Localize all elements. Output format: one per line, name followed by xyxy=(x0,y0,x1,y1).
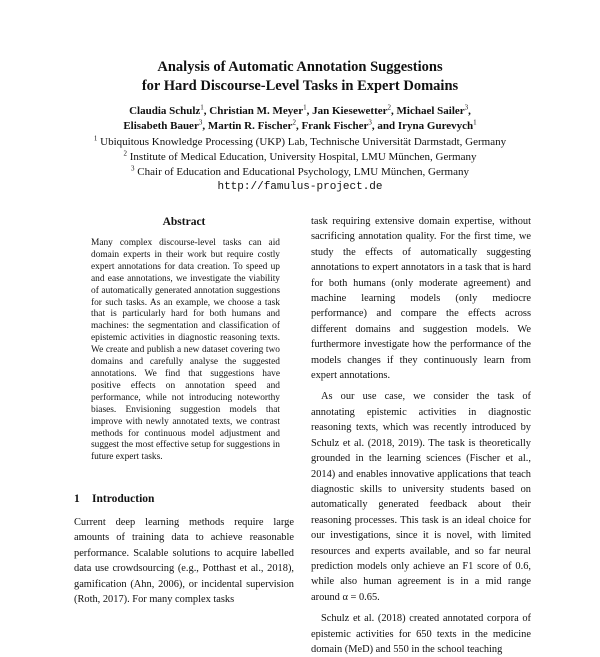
project-url[interactable]: http://famulus-project.de xyxy=(217,181,383,193)
affiliation-text: Institute of Medical Education, University Hospital, LMU München, Germany xyxy=(129,151,477,163)
author-name: Jan Kiesewetter xyxy=(312,105,388,117)
author-affil-mark: 3 xyxy=(198,118,203,127)
abstract-heading: Abstract xyxy=(162,216,206,228)
author-affil-mark: 1 xyxy=(473,118,477,127)
author-affil-mark: 1 xyxy=(200,103,204,112)
affiliation-text: Ubiquitous Knowledge Processing (UKP) Lab, Technische Universität Darmstadt, Germany xyxy=(100,136,507,148)
title-line-2: for Hard Discourse-Level Tasks in Expert Domains xyxy=(141,78,459,94)
author-affil-mark: 3 xyxy=(464,103,469,112)
author-affil-mark: 1 xyxy=(303,103,307,112)
intro-paragraph: Current deep learning methods require large amounts of training data to achieve reasonable performance. Scalable solutions to acquire labelled data use crowdsourcing (e.g., Potthast et al., 2018), gamification (Ahn, 2006), or incidental supervision (Roth, 2017). For many complex tasks xyxy=(74,517,294,606)
intro-left-column xyxy=(74,515,294,607)
author-name: Iryna Gurevych xyxy=(397,120,474,132)
affiliation-mark: 1 xyxy=(93,134,98,143)
right-column xyxy=(311,214,531,657)
affiliation-text: Chair of Education and Educational Psychology, LMU München, Germany xyxy=(137,166,469,178)
author-name: Frank Fischer xyxy=(301,120,369,132)
abstract-body xyxy=(91,238,280,464)
author-affil-mark: 2 xyxy=(292,118,296,127)
author-name: Claudia Schulz xyxy=(129,105,201,117)
authors-line-1: Claudia Schulz$^1$, Christian M. Meyer$^1$, Jan Kiesewetter$^2$, Michael Sailer$^3$, xyxy=(129,103,471,117)
right-paragraph-3: Schulz et al. (2018) created annotated corpora of epistemic activities for 650 texts in the medicine domain (MeD) and 550 in the school teaching xyxy=(311,613,531,655)
author-name: Martin R. Fischer xyxy=(207,120,293,132)
author-list xyxy=(0,104,600,134)
right-paragraph-1: task requiring extensive domain expertise, without sacrificing annotation quality. For the first time, we study the effects of automatically suggesting annotations to expert annotators in a task that is hard for both humans (only moderate agreement) and machine learning models (only mediocre performance) and compare the effects across different domains and suggestion models. We furthermore investigate how the performance of the models changes if they continuously learn from expert annotations. xyxy=(311,216,531,382)
section-number: 1 xyxy=(74,493,80,505)
affiliation-mark: 2 xyxy=(123,149,127,158)
affiliation-item xyxy=(0,150,600,165)
affiliation-item xyxy=(0,165,600,180)
affiliation-list xyxy=(0,135,600,195)
author-name: Michael Sailer xyxy=(396,105,465,117)
affiliation-mark: 3 xyxy=(131,164,135,173)
title-line-1: Analysis of Automatic Annotation Suggestions xyxy=(157,59,443,75)
authors-line-2: Elisabeth Bauer$^3$, Martin R. Fischer$^2$, Frank Fischer$^3$, and Iryna Gurevych$^1$ xyxy=(123,118,477,132)
section-title: Introduction xyxy=(92,493,155,505)
author-affil-mark: 3 xyxy=(368,118,372,127)
author-name: Christian M. Meyer xyxy=(209,105,304,117)
right-paragraph-2: As our use case, we consider the task of annotating epistemic activities in diagnostic reasoning texts, which was recently introduced by Schulz et al. (2018, 2019). The task is theoretically grounded in the learning sciences (Fischer et al., 2014) and enables innovative applications that teach diagnostic skills to university students based on automatically generated feedback about their reasoning processes. This task is an ideal choice for our investigations, since it is novel, with limited resources and experts available, and so far neural prediction models only achieve an F1 score of 0.6, while also human agreement is in a mid range around α = 0.65. xyxy=(311,391,531,603)
author-affil-mark: 2 xyxy=(387,103,392,112)
abstract-paragraph: Many complex discourse-level tasks can aid domain experts in their work but require costly expert annotations for data creation. To speed up and ease annotations, we investigate the viability of automatically generated annotation suggestions for such tasks. As an example, we choose a task that is particularly hard for both humans and machines: the segmentation and classification of epistemic activities in diagnostic reasoning texts. We create and publish a new dataset covering two domains and carefully analyse the suggested annotations. We find that suggestions have positive effects on annotation speed and performance, while not introducing noteworthy biases. Envisioning suggestion models that improve with newly annotated texts, we contrast methods for continuous model adjustment and suggest the most effective setup for suggestions in future expert tasks. xyxy=(91,238,280,463)
author-name: Elisabeth Bauer xyxy=(123,120,199,132)
section-heading xyxy=(74,493,294,505)
affiliation-item xyxy=(0,135,600,150)
